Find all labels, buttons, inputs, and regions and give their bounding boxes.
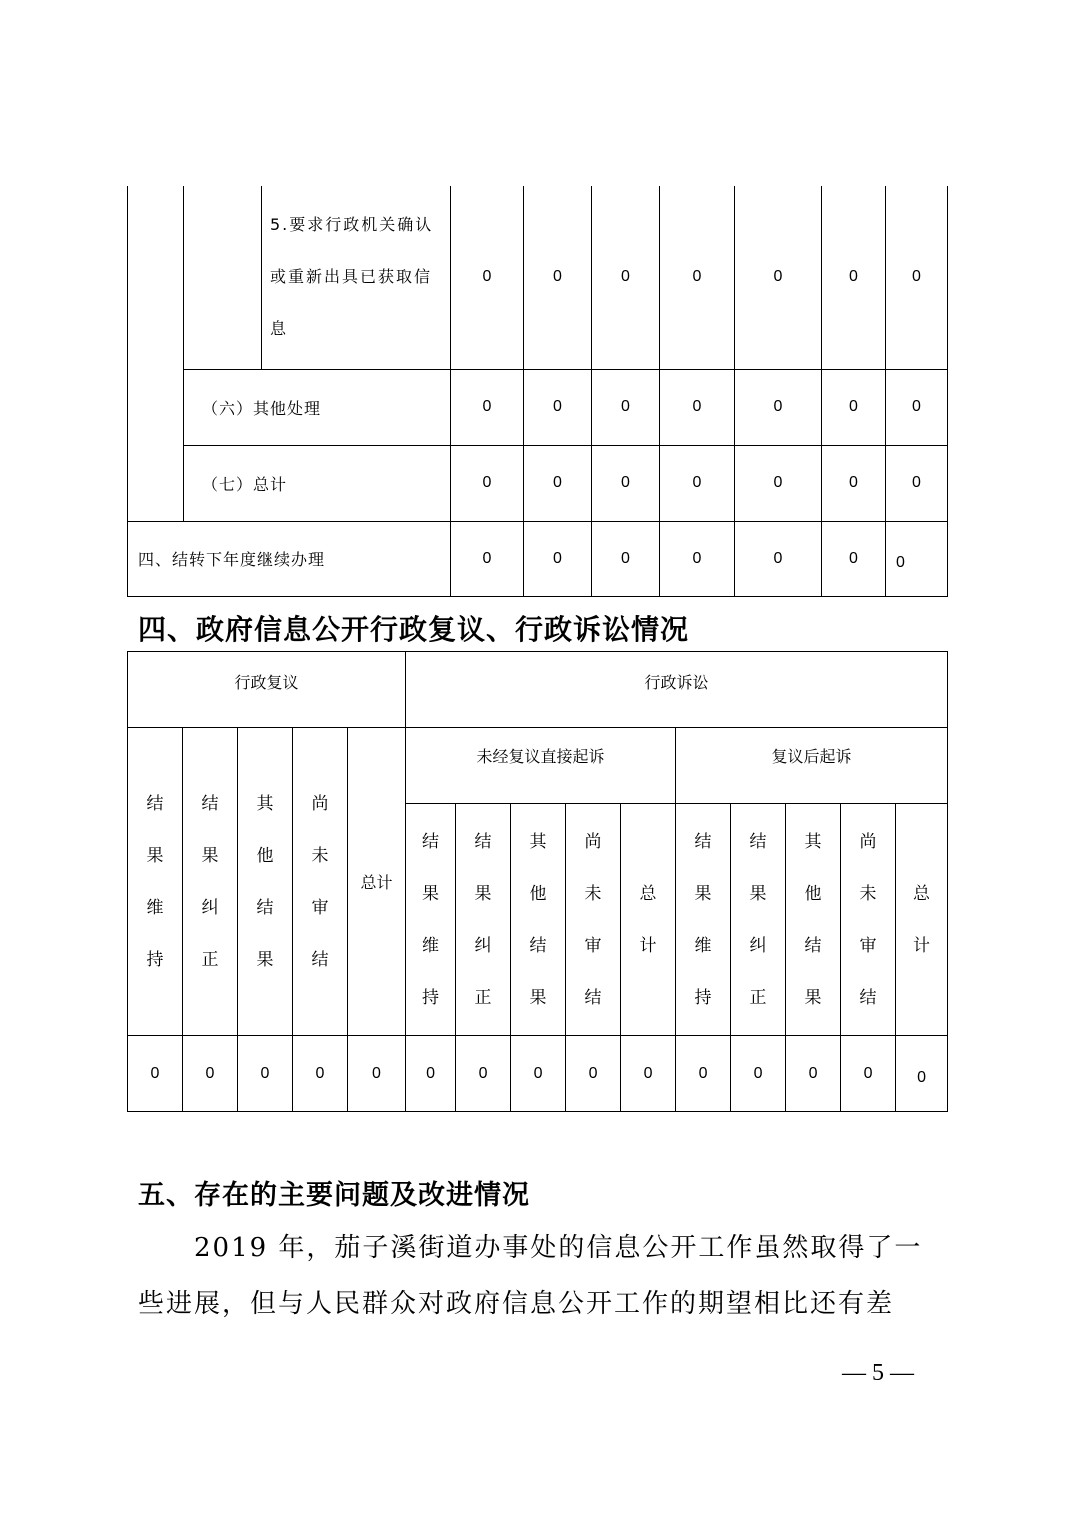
col-total (621, 804, 676, 1036)
col-other (511, 804, 566, 1036)
col-maintain (406, 804, 456, 1036)
table-row (128, 369, 948, 445)
col-pending-text: 尚未审结 (584, 831, 602, 1008)
col-pending-text: 尚未审结 (311, 793, 329, 970)
section5-paragraph: 2019 年，茄子溪街道办事处的信息公开工作虽然取得了一些进展，但与人民群众对政府信息公开工作的期望相比还有差 (138, 1233, 923, 1319)
table-cell: 0 (786, 1036, 841, 1112)
table-cell: 0 (735, 369, 822, 445)
table-cell: 0 (592, 521, 660, 596)
table-cell: 0 (183, 1036, 238, 1112)
table-row (128, 521, 948, 596)
table-cell: 0 (293, 1036, 348, 1112)
col-correct-text: 结果纠正 (749, 831, 767, 1008)
table-cell: 0 (524, 521, 592, 596)
col-pending (293, 728, 348, 1036)
page-number: — 5 — (842, 1360, 914, 1386)
table-cell: 0 (592, 445, 660, 521)
header-after: 复议后起诉 (676, 728, 948, 804)
table-cell: 0 (238, 1036, 293, 1112)
col-correct-text: 结果纠正 (201, 793, 219, 970)
table-cell: 0 (524, 186, 592, 369)
header-litigation: 行政诉讼 (406, 652, 948, 728)
table-cell: 0 (886, 521, 948, 596)
col-maintain-text: 结果维持 (146, 793, 164, 970)
col-other-text: 其他结果 (529, 831, 547, 1008)
table-cell: 0 (676, 1036, 731, 1112)
table-cell: 0 (451, 186, 524, 369)
col-other-text: 其他结果 (256, 793, 274, 970)
carry-over-label: 四、结转下年度继续办理 (128, 521, 451, 596)
col-maintain-text: 结果维持 (422, 831, 440, 1008)
col-total: 总计 (348, 728, 406, 1036)
header-direct: 未经复议直接起诉 (406, 728, 676, 804)
table-section3 (127, 186, 948, 597)
table-cell: 0 (451, 369, 524, 445)
table-cell: 0 (735, 521, 822, 596)
col-total (896, 804, 948, 1036)
table-cell: 0 (592, 369, 660, 445)
table-cell: 0 (660, 445, 735, 521)
table-row (128, 728, 948, 804)
col-correct (183, 728, 238, 1036)
table-cell: 0 (886, 186, 948, 369)
col-other-text: 其他结果 (804, 831, 822, 1008)
row7-label: （七）总计 (184, 445, 451, 521)
col-correct-text: 结果纠正 (474, 831, 492, 1008)
table-row (128, 1036, 948, 1112)
table-cell: 0 (621, 1036, 676, 1112)
col-pending (841, 804, 896, 1036)
table-cell: 0 (822, 521, 886, 596)
row6-label: （六）其他处理 (184, 369, 451, 445)
col-correct (456, 804, 511, 1036)
table-cell: 0 (524, 445, 592, 521)
table-cell: 0 (566, 1036, 621, 1112)
table-cell: 0 (456, 1036, 511, 1112)
col-correct (731, 804, 786, 1036)
table-cell: 0 (348, 1036, 406, 1112)
table-cell: 0 (128, 1036, 183, 1112)
col-total-text: 总计 (639, 883, 657, 956)
table-cell: 0 (841, 1036, 896, 1112)
table-cell: 0 (524, 369, 592, 445)
table-cell: 0 (451, 521, 524, 596)
table-cell: 0 (735, 445, 822, 521)
table-section4 (127, 651, 948, 1112)
col-maintain-text: 结果维持 (694, 831, 712, 1008)
table-cell: 0 (511, 1036, 566, 1112)
table-row (128, 445, 948, 521)
table-row (128, 186, 948, 369)
col-pending (566, 804, 621, 1036)
col-other (786, 804, 841, 1036)
table-cell: 0 (660, 521, 735, 596)
table-cell (184, 186, 262, 369)
col-maintain (128, 728, 183, 1036)
table-cell: 0 (731, 1036, 786, 1112)
table-cell: 0 (406, 1036, 456, 1112)
table-cell: 0 (451, 445, 524, 521)
table-cell: 0 (735, 186, 822, 369)
table-cell: 0 (822, 369, 886, 445)
section5-heading: 五、存在的主要问题及改进情况 (138, 1180, 530, 1211)
row5-label: 5.要求行政机关确认或重新出具已获取信息 (262, 186, 451, 369)
table-row (128, 652, 948, 728)
table-cell: 0 (822, 186, 886, 369)
table-cell: 0 (886, 369, 948, 445)
table-cell: 0 (592, 186, 660, 369)
col-maintain (676, 804, 731, 1036)
section4-heading: 四、政府信息公开行政复议、行政诉讼情况 (138, 613, 690, 646)
col-total-text: 总计 (913, 883, 931, 956)
header-review: 行政复议 (128, 652, 406, 728)
table-cell: 0 (660, 186, 735, 369)
table-cell: 0 (896, 1036, 948, 1112)
col-other (238, 728, 293, 1036)
table-cell: 0 (886, 445, 948, 521)
table-cell: 0 (660, 369, 735, 445)
table-cell: 0 (822, 445, 886, 521)
table-cell (128, 186, 184, 521)
col-pending-text: 尚未审结 (859, 831, 877, 1008)
